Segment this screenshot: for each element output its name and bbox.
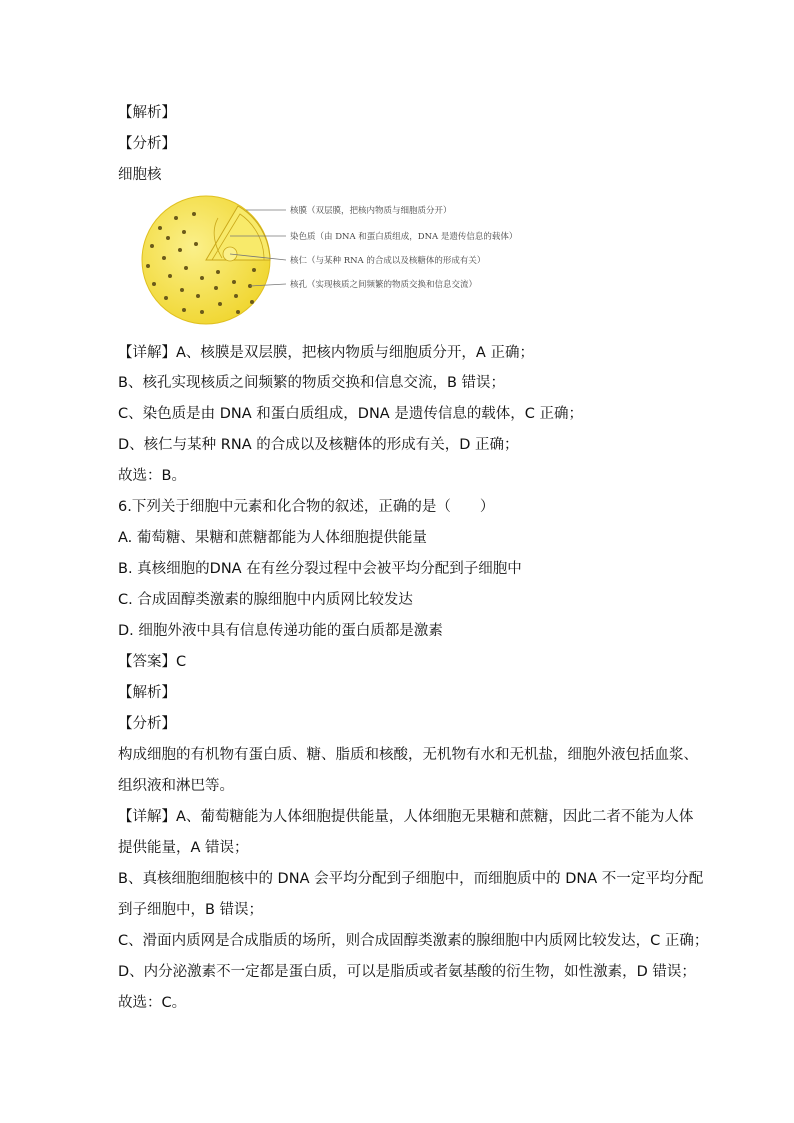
label-nuclear-envelope: 核膜（双层膜，把核内物质与细胞质分开） bbox=[290, 206, 452, 216]
analysis-text-2b: 组织液和淋巴等。 bbox=[118, 778, 234, 794]
section-fenxi-2: 【分析】 bbox=[118, 716, 176, 732]
label-nucleolus: 核仁（与某种 RNA 的合成以及核糖体的形成有关） bbox=[290, 256, 486, 266]
analysis-text-2a: 构成细胞的有机物有蛋白质、糖、脂质和核酸，无机物有水和无机盐，细胞外液包括血浆、 bbox=[118, 747, 698, 763]
detail-b: B、核孔实现核质之间频繁的物质交换和信息交流，B 错误； bbox=[118, 375, 506, 391]
detail-a: 【详解】A、核膜是双层膜，把核内物质与细胞质分开，A 正确； bbox=[118, 345, 534, 361]
detail2-c: C、滑面内质网是合成脂质的场所，则合成固醇类激素的腺细胞中内质网比较发达，C 正确； bbox=[118, 933, 709, 949]
choice-result-2: 故选：C。 bbox=[118, 995, 187, 1011]
option-d: D. 细胞外液中具有信息传递功能的蛋白质都是激素 bbox=[118, 623, 443, 639]
section-jiexi-1: 【解析】 bbox=[118, 105, 176, 121]
detail2-b2: 到子细胞中，B 错误； bbox=[118, 902, 264, 918]
detail-c: C、染色质是由 DNA 和蛋白质组成，DNA 是遗传信息的载体，C 正确； bbox=[118, 406, 584, 422]
question-6: 6.下列关于细胞中元素和化合物的叙述，正确的是（ ） bbox=[118, 499, 495, 515]
cell-nucleus-diagram bbox=[118, 188, 538, 328]
option-a: A. 葡萄糖、果糖和蔗糖都能为人体细胞提供能量 bbox=[118, 530, 427, 546]
option-c: C. 合成固醇类激素的腺细胞中内质网比较发达 bbox=[118, 592, 413, 608]
detail2-a2: 提供能量，A 错误； bbox=[118, 840, 249, 856]
detail2-a1: 【详解】A、葡萄糖能为人体细胞提供能量，人体细胞无果糖和蔗糖，因此二者不能为人体 bbox=[118, 809, 694, 825]
label-chromatin: 染色质（由 DNA 和蛋白质组成，DNA 是遗传信息的载体） bbox=[290, 232, 518, 242]
detail2-d: D、内分泌激素不一定都是蛋白质，可以是脂质或者氨基酸的衍生物，如性激素，D 错误； bbox=[118, 964, 696, 980]
detail2-b1: B、真核细胞细胞核中的 DNA 会平均分配到子细胞中，而细胞质中的 DNA 不一定平均分配 bbox=[118, 871, 704, 887]
section-fenxi-1: 【分析】 bbox=[118, 136, 176, 152]
choice-result-1: 故选：B。 bbox=[118, 468, 186, 484]
option-b: B. 真核细胞的DNA 在有丝分裂过程中会被平均分配到子细胞中 bbox=[118, 561, 522, 577]
detail-d: D、核仁与某种 RNA 的合成以及核糖体的形成有关，D 正确； bbox=[118, 437, 519, 453]
answer: 【答案】C bbox=[118, 654, 187, 670]
section-jiexi-2: 【解析】 bbox=[118, 685, 176, 701]
analysis-text-1: 细胞核 bbox=[118, 167, 162, 183]
label-nuclear-pore: 核孔（实现核质之间频繁的物质交换和信息交流） bbox=[290, 280, 478, 290]
